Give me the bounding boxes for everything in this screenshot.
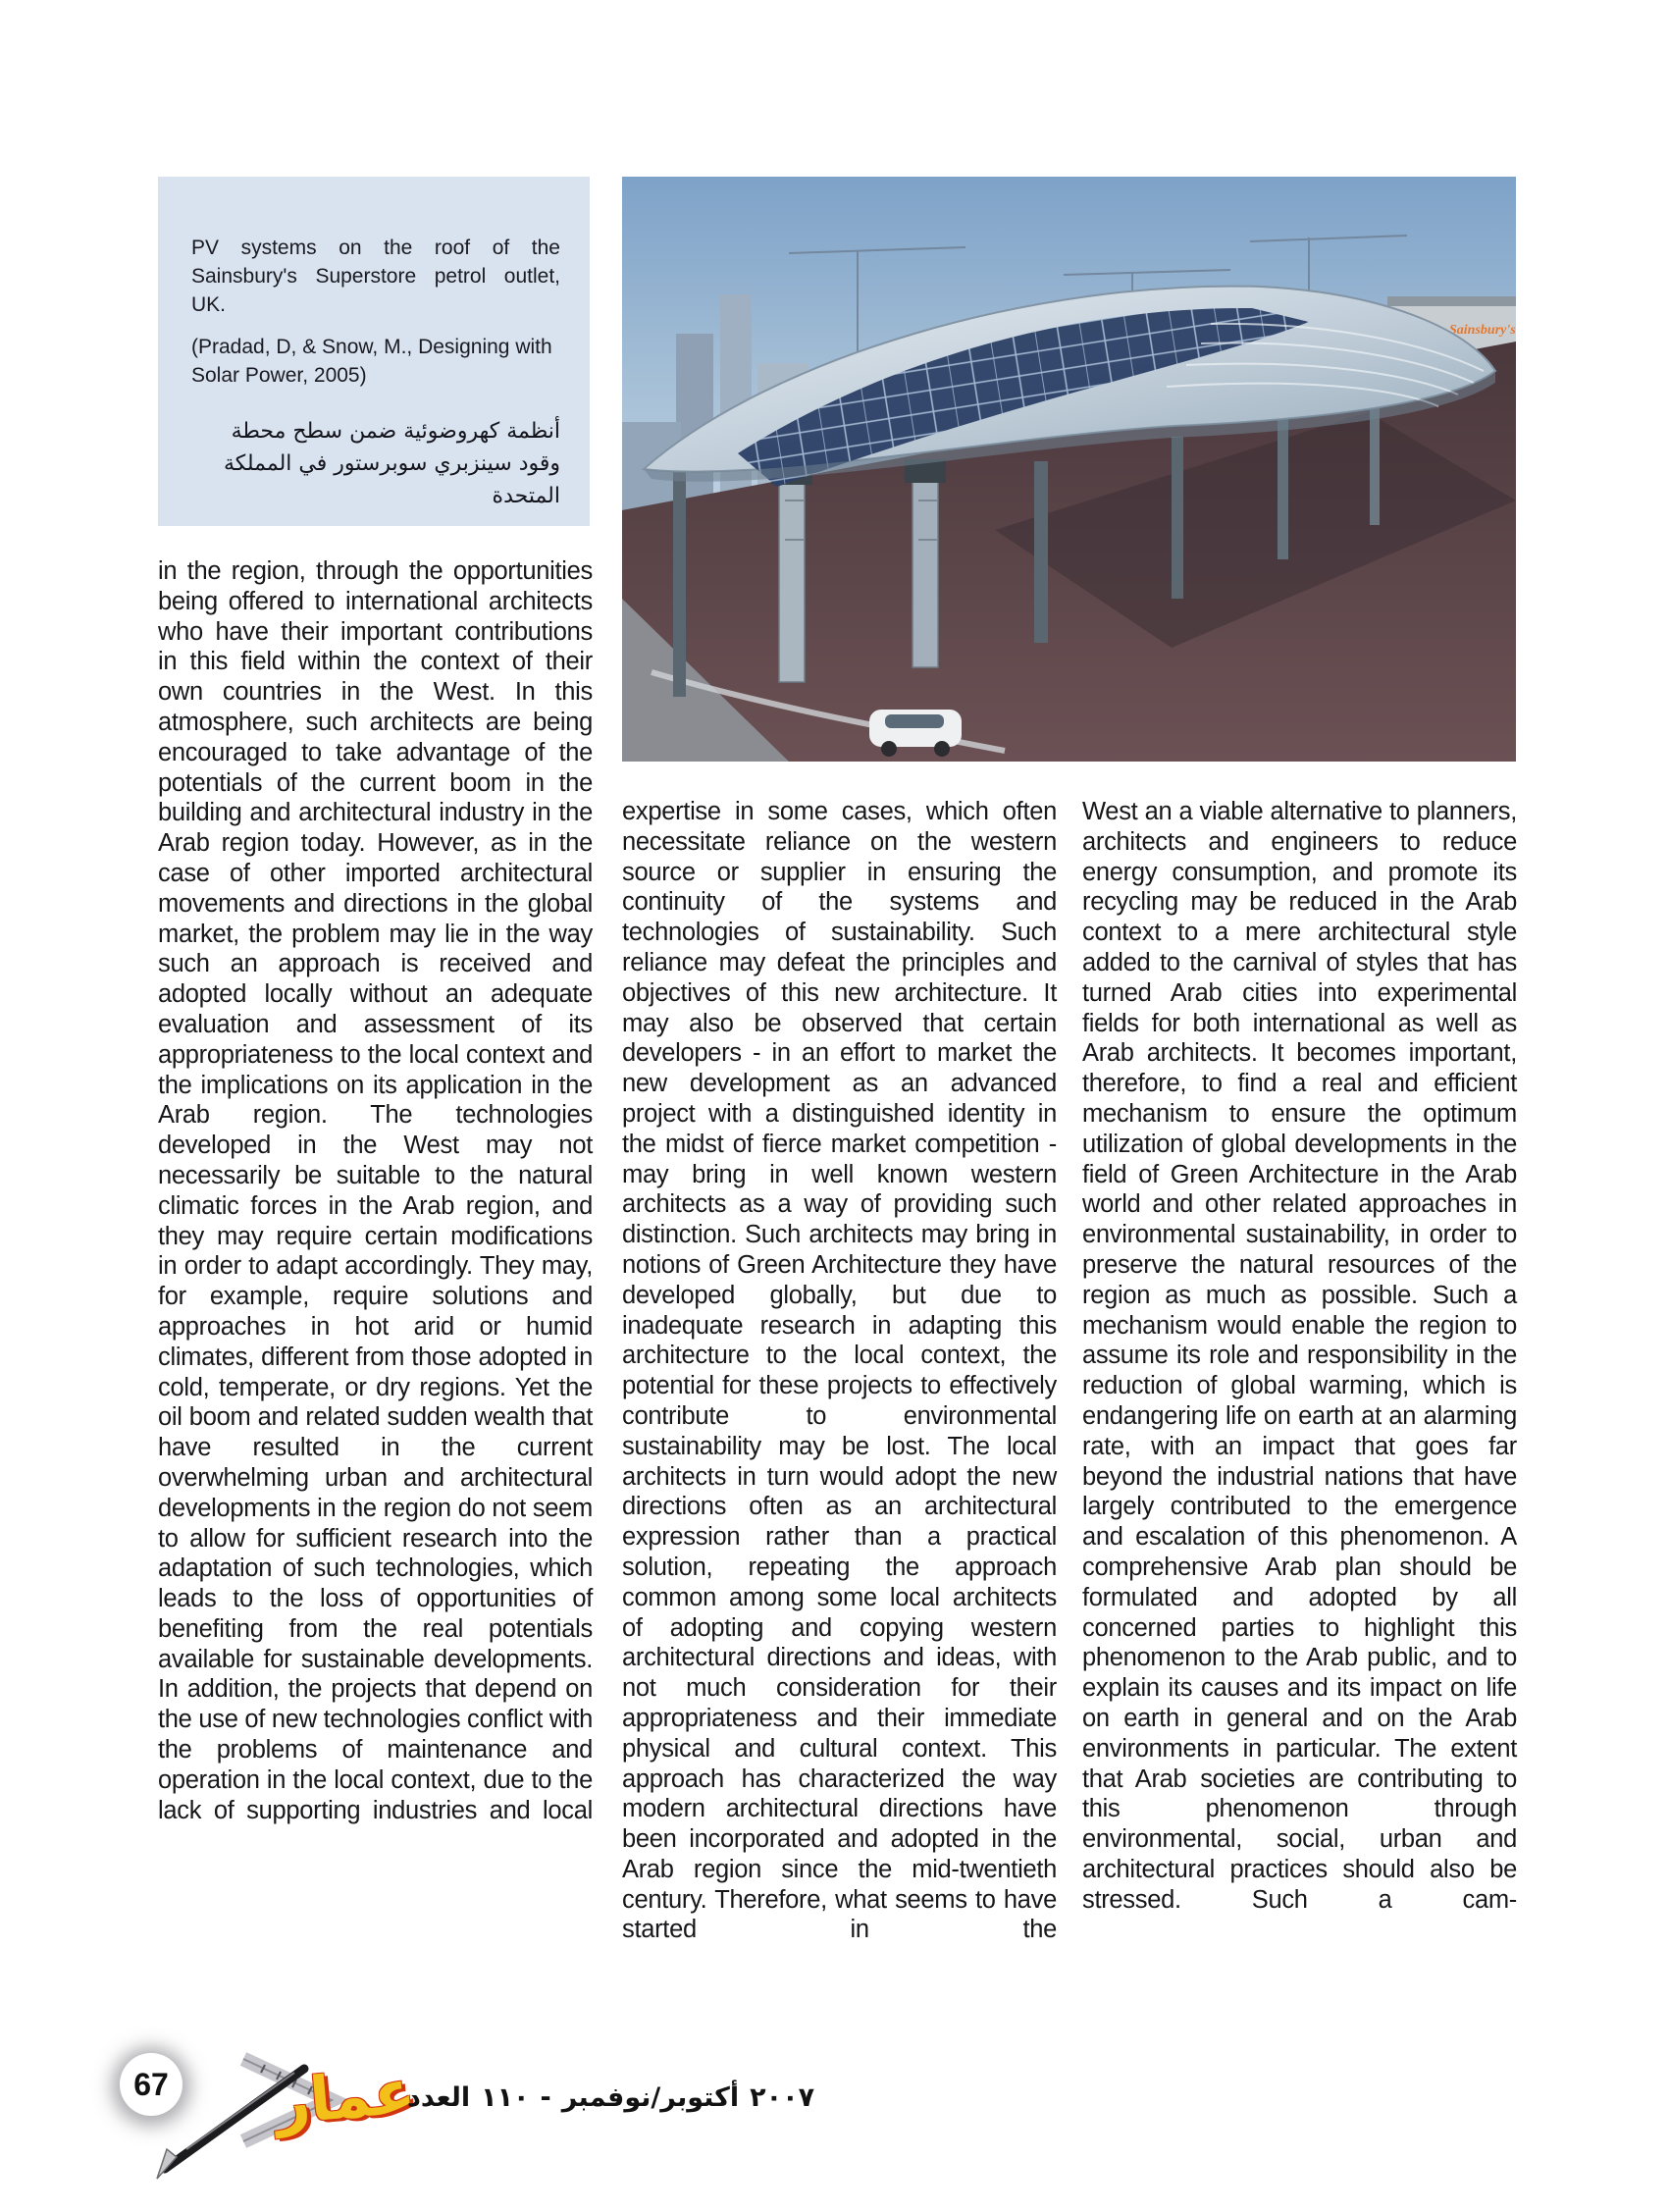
issue-word: أكتوبر/نوفمبر <box>561 2082 740 2113</box>
issue-word: ٢٠٠٧ <box>750 2082 815 2113</box>
body-column-2: expertise in some cases, which often necessitate reliance on the western source or supplier in ensuring the continuity of the systems and technologies of sustainability. Such reliance may defeat the principles and objectives of this new architecture. It may also be observed that certain developers - in an effort to market the new development as an advanced project with a distinguished identity in the midst of fierce market competition - may bring in well known western architects as a way of providing such distinction. Such architects may bring in notions of Green Architecture they have developed globally, but due to inadequate research in adapting this architecture to the local context, the potential for these projects to effectively contribute to environmental sustainability may be lost. The local architects in turn would adopt the new directions often as an architectural expression rather than a practical solution, repeating the approach common among some local architects of adopting and copying western architectural directions and ideas, with not much consideration for their appropriateness and their immediate physical and cultural context. This approach has characterized the way modern architectural directions have been incorporated and adopted in the Arab region since the mid-twentieth century. Therefore, what seems to have started in the <box>622 798 1057 1944</box>
issue-word: ١١٠ <box>481 2082 530 2113</box>
issue-word: العدد <box>407 2082 471 2113</box>
ammar-magazine-logo <box>147 2039 451 2186</box>
caption-source: (Pradad, D, & Snow, M., Designing with Solar Power, 2005) <box>191 336 552 387</box>
photo-caption-box <box>158 177 590 526</box>
page-footer <box>0 2039 1669 2186</box>
petrol-station-illustration <box>622 177 1516 762</box>
sainsburys-sign-text: Sainsbury's <box>1449 323 1516 338</box>
body-column-1: in the region, through the opportunities being offered to international architects who have their important contributions in this field within the context of their own countries in the West. In this atmosphere, such architects are being encouraged to take advantage of the potentials of the current boom in the building and architectural industry in the Arab region today. However, as in the case of other imported architectural movements and directions in the global market, the problem may lie in the way such an approach is received and adopted locally without an adequate evaluation and assessment of its appropriateness to the local context and the implications on its application in the Arab region. The technologies developed in the West may not necessarily be suitable to the natural climatic forces in the Arab region, and they may require certain modifications in order to adapt accordingly. They may, for example, require solutions and approaches in hot arid or humid climates, different from those adopted in cold, temperate, or dry regions. Yet the oil boom and related sudden wealth that have resulted in the current overwhelming urban and architectural developments in the region do not seem to allow for sufficient research into the adaptation of such technologies, which leads to the loss of opportunities of benefiting from the real potentials available for sustainable developments. In addition, the projects that depend on the use of new technologies conflict with the problems of maintenance and operation in the local context, due to the lack of supporting industries and local <box>158 557 593 1824</box>
logo-wordmark: عمار <box>272 2054 418 2139</box>
caption-arabic: أنظمة كهروضوئية ضمن سطح محطة وقود سينزبري سوبرستور في المملكة المتحدة <box>223 419 560 508</box>
caption-english: PV systems on the roof of the Sainsbury's Superstore petrol outlet, UK. <box>191 237 560 316</box>
page-number-badge: 67 <box>120 2053 183 2116</box>
body-column-3: West an a viable alternative to planners, architects and engineers to reduce energy consumption, and promote its recycling may be reduced in the Arab context to a mere architectural style added to the carnival of styles that has turned Arab cities into experimental fields for both international as well as Arab architects. It becomes important, therefore, to find a real and efficient mechanism to ensure the optimum utilization of global developments in the field of Green Architecture in the Arab world and other related approaches in environmental sustainability, in order to preserve the natural resources of the region as much as possible. Such a mechanism would enable the region to assume its role and responsibility in the reduction of global warming, which is endangering life on earth at an alarming rate, with an impact that goes far beyond the industrial nations that have largely contributed to the emergence and escalation of this phenomenon. A comprehensive Arab plan should be formulated and adopted by all concerned parties to highlight this phenomenon to the Arab public, and to explain its causes and its impact on life on earth in general and on the Arab environments in particular. The extent that Arab societies are contributing to this phenomenon through environmental, social, urban and architectural practices should also be stressed. Such a cam- <box>1082 798 1517 1914</box>
petrol-station-photo <box>622 177 1516 762</box>
issue-info <box>407 2082 814 2113</box>
issue-word: - <box>540 2082 551 2113</box>
